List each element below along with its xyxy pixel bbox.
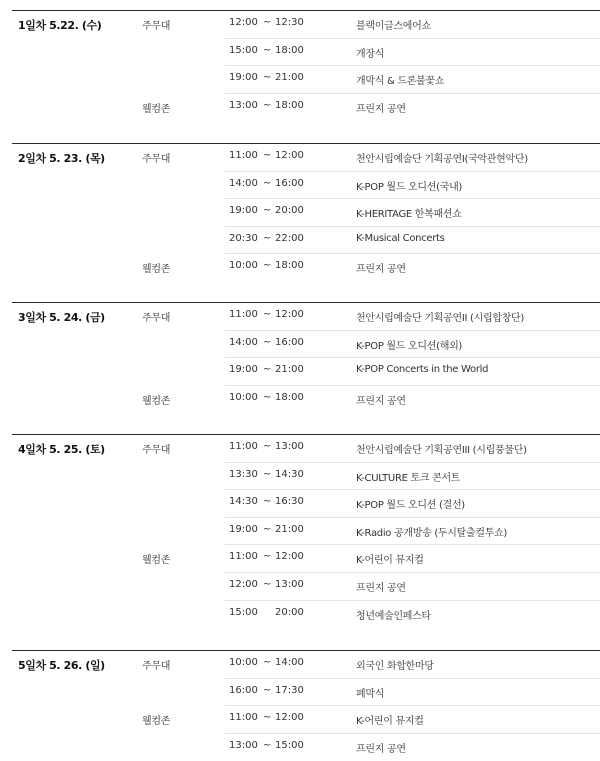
end-time: 20:00 [275,606,304,618]
start-time: 13:00 [229,99,258,111]
time-range [229,740,304,751]
day-label: 2일차 5. 23. (목) [18,152,105,165]
time-separator: ~ [263,232,272,244]
end-time: 12:30 [275,17,304,28]
venue-label: 웰컴존 [142,103,171,115]
row-divider [225,65,600,66]
start-time: 15:00 [229,44,258,56]
row-divider [225,733,600,734]
event-title: 개막식 & 드론불꽃쇼 [356,76,445,88]
event-title: 외국인 화합한마당 [356,661,434,672]
time-range [229,657,304,668]
day-label: 3일차 5. 24. (금) [18,311,105,324]
time-separator: ~ [263,391,272,403]
time-range [229,496,304,507]
schedule-row [0,489,600,517]
row-divider [225,357,600,358]
time-range [229,579,304,590]
event-title: 폐막식 [356,688,385,700]
time-separator: ~ [263,496,272,508]
end-time: 21:00 [275,523,304,535]
time-range [229,45,304,56]
schedule-row [0,385,600,413]
start-time: 20:30 [229,232,258,244]
time-separator: ~ [263,551,272,563]
event-title: 천안시립예술단 기획공연I(국악관현악단) [356,154,528,165]
time-separator: ~ [263,177,272,189]
event-title: K-POP 월드 오디션 (결선) [356,500,465,512]
time-separator: ~ [263,72,272,84]
day-label: 1일차 5.22. (수) [18,19,102,32]
time-separator: ~ [263,441,272,452]
end-time: 22:00 [275,232,304,244]
event-title: 청년예술인페스타 [356,610,431,622]
start-time: 14:00 [229,336,258,348]
time-range [229,150,304,161]
end-time: 16:30 [275,496,304,508]
event-title: 천안시립예술단 기획공연II (시립합창단) [356,313,525,324]
end-time: 13:00 [275,441,304,452]
time-separator: ~ [263,523,272,535]
event-title: K-CULTURE 토크 콘서트 [356,472,461,484]
event-title: K-Radio 공개방송 (두시탈출컬투쇼) [356,527,508,539]
end-time: 18:00 [275,99,304,111]
schedule-row [0,171,600,199]
schedule-row [0,705,600,733]
venue-label: 주무대 [142,661,171,672]
start-time: 11:00 [229,309,258,320]
start-time: 19:00 [229,72,258,84]
schedule-row [0,600,600,628]
row-divider [225,330,600,331]
time-range [229,441,304,452]
time-range [229,392,304,403]
start-time: 13:30 [229,468,258,480]
time-range [229,364,304,375]
start-time: 11:00 [229,551,258,563]
time-range [229,178,304,189]
time-range [229,712,304,723]
end-time: 17:30 [275,684,304,696]
start-time: 19:00 [229,364,258,376]
row-divider [225,678,600,679]
end-time: 16:00 [275,177,304,189]
time-range [229,17,304,28]
schedule-row [0,38,600,66]
start-time: 16:00 [229,684,258,696]
row-divider [225,38,600,39]
event-title: 천안시립예술단 기획공연III (시립풍물단) [356,445,527,456]
event-title: 프린지 공연 [356,264,406,276]
venue-label: 웰컴존 [142,264,171,276]
end-time: 14:30 [275,468,304,480]
time-range [229,205,304,216]
venue-label: 주무대 [142,445,171,456]
row-divider [225,572,600,573]
event-title: 프린지 공연 [356,103,406,115]
row-divider [225,226,600,227]
time-separator: ~ [263,364,272,376]
end-time: 16:00 [275,336,304,348]
event-title: K-POP 월드 오디션(국내) [356,181,463,193]
time-range [229,607,304,618]
start-time: 15:00 [229,606,258,618]
time-range [229,524,304,535]
time-separator: ~ [263,150,272,161]
end-time: 20:00 [275,205,304,217]
day-label: 4일차 5. 25. (토) [18,443,105,456]
time-separator: ~ [263,336,272,348]
time-separator: ~ [263,684,272,696]
event-title: 프린지 공연 [356,743,406,755]
start-time: 12:00 [229,17,258,28]
schedule-row [0,253,600,281]
schedule-row [0,434,600,462]
time-range [229,233,304,244]
end-time: 12:00 [275,551,304,563]
venue-label: 주무대 [142,313,171,324]
end-time: 13:00 [275,579,304,590]
time-range [229,72,304,83]
row-divider [225,600,600,601]
start-time: 14:00 [229,177,258,189]
schedule-row [0,517,600,545]
row-divider [225,171,600,172]
row-divider [225,198,600,199]
day-label: 5일차 5. 26. (일) [18,659,105,672]
time-range [229,309,304,320]
start-time: 11:00 [229,150,258,161]
start-time: 14:30 [229,496,258,508]
end-time: 18:00 [275,260,304,272]
start-time: 11:00 [229,441,258,452]
end-time: 15:00 [275,739,304,751]
row-divider [225,517,600,518]
time-separator: ~ [263,205,272,217]
time-separator: ~ [263,712,272,724]
schedule-row [0,462,600,490]
start-time: 19:00 [229,523,258,535]
event-title: K-POP Concerts in the World [356,364,489,376]
end-time: 12:00 [275,309,304,320]
end-time: 14:00 [275,657,304,668]
schedule-row [0,357,600,385]
time-separator: ~ [263,99,272,111]
row-divider [225,705,600,706]
schedule-row [0,198,600,226]
time-separator: ~ [263,657,272,668]
schedule-row [0,650,600,678]
venue-label: 웰컴존 [142,716,171,728]
event-title: 개장식 [356,48,385,60]
time-range [229,260,304,271]
schedule-row [0,93,600,121]
row-divider [225,93,600,94]
schedule-row [0,10,600,38]
event-title: 프린지 공연 [356,583,406,594]
time-separator: ~ [263,309,272,320]
schedule-row [0,330,600,358]
start-time: 10:00 [229,391,258,403]
end-time: 12:00 [275,712,304,724]
time-range [229,337,304,348]
row-divider [225,462,600,463]
row-divider [225,385,600,386]
start-time: 12:00 [229,579,258,590]
schedule-row [0,544,600,572]
end-time: 21:00 [275,72,304,84]
event-title: 블랙이글스에어쇼 [356,21,431,32]
schedule-row [0,65,600,93]
event-title: K-어린이 뮤지컬 [356,716,424,728]
event-title: K-POP 월드 오디션(해외) [356,340,463,352]
start-time: 10:00 [229,657,258,668]
venue-label: 주무대 [142,154,171,165]
start-time: 19:00 [229,205,258,217]
row-divider [225,253,600,254]
end-time: 12:00 [275,150,304,161]
schedule-row [0,143,600,171]
schedule-row [0,678,600,706]
venue-label: 웰컴존 [142,555,171,567]
row-divider [225,544,600,545]
time-separator: ~ [263,579,272,590]
time-separator: ~ [263,260,272,272]
schedule-row [0,226,600,254]
time-separator: ~ [263,468,272,480]
time-range [229,469,304,480]
end-time: 18:00 [275,391,304,403]
end-time: 18:00 [275,44,304,56]
venue-label: 웰컴존 [142,395,171,407]
event-title: K-Musical Concerts [356,232,445,244]
schedule-row [0,302,600,330]
start-time: 11:00 [229,712,258,724]
row-divider [225,489,600,490]
start-time: 10:00 [229,260,258,272]
time-range [229,551,304,562]
time-separator: ~ [263,17,272,28]
venue-label: 주무대 [142,21,171,32]
schedule-row [0,572,600,600]
time-separator: ~ [263,739,272,751]
time-range [229,100,304,111]
event-title: K-어린이 뮤지컬 [356,555,424,567]
event-title: K-HERITAGE 한복패션쇼 [356,209,462,221]
time-range [229,685,304,696]
end-time: 21:00 [275,364,304,376]
start-time: 13:00 [229,739,258,751]
time-separator: ~ [263,44,272,56]
event-title: 프린지 공연 [356,395,406,407]
